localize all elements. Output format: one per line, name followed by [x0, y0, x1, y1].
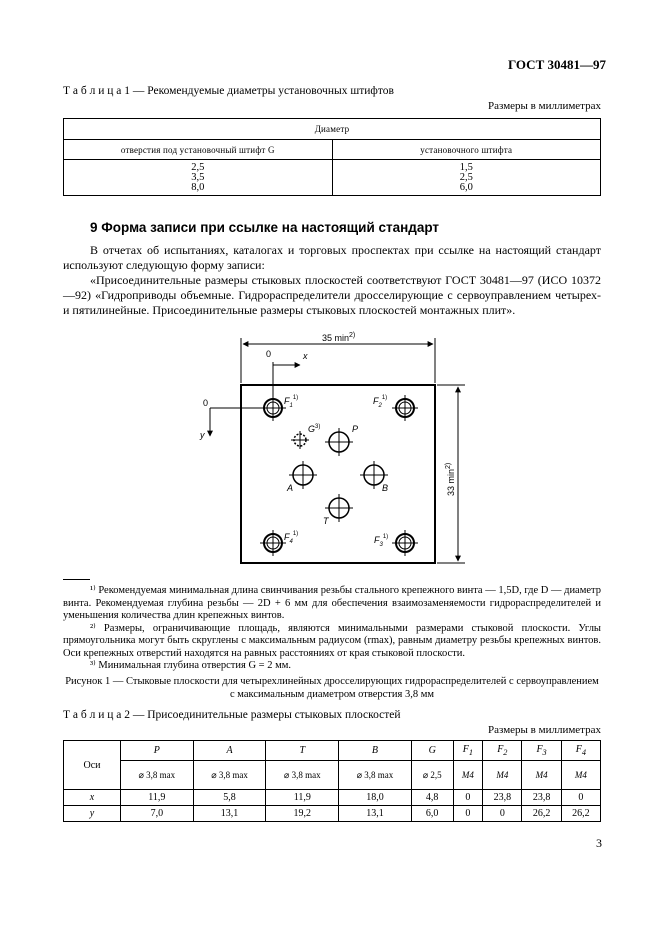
table2-header-T: T — [266, 741, 339, 761]
table2-spec: M4 — [483, 761, 522, 790]
footnote-divider — [63, 579, 90, 580]
table1-col2-values: 1,5 2,5 6,0 — [332, 160, 601, 196]
section-title: 9 Форма записи при ссылке на настоящий стандарт — [90, 220, 440, 235]
paragraph-2: «Присоединительные размеры стыковых плоскостей соответствуют ГОСТ 30481—97 (ИСО 10372—92) «Гидроприводы объемные. Гидрораспределители дросселирующие с сервоуправлением четырех- и пятилинейные. Присоединительные размеры стыковых плоскостей монтажных плит». — [63, 273, 601, 317]
footnote-3: ³⁾ Минимальная глубина отверстия G = 2 мм. — [90, 660, 291, 671]
height-dimension-label: 33 $\min^{2)}$ — [445, 462, 456, 496]
table-cell: 0 — [453, 806, 483, 822]
table2-header-P: P — [121, 741, 194, 761]
table-row — [64, 806, 601, 822]
table-cell: 0 — [561, 790, 600, 806]
table-cell: 26,2 — [522, 806, 561, 822]
table2-spec: ⌀ 3,8 max — [339, 761, 412, 790]
table-cell: 13,1 — [193, 806, 266, 822]
table-cell: 5,8 — [193, 790, 266, 806]
label-F2: $F_2^{1)}$ — [373, 395, 388, 409]
document-code: ГОСТ 30481—97 — [507, 57, 606, 72]
label-T: T — [323, 516, 329, 526]
footnote-1: ¹⁾ Рекомендуемая минимальная длина свинчивания резьбы стального крепежного винта — 1,5D, где D — диаметр винта. Рекомендуемая глубина резьбы — 2D + 6 мм для обеспечения взаимозаменяемости гидрораспределителей и уменьшения количества длин крепежных винтов. — [63, 585, 601, 621]
label-A: A — [287, 483, 294, 493]
table-cell: 13,1 — [339, 806, 412, 822]
hole-F2 — [392, 395, 418, 421]
paragraph-1: В отчетах об испытаниях, каталогах и торговых проспектах при ссылке на настоящий стандарт используют следующую форму записи: — [63, 243, 601, 272]
table-cell: 0 — [483, 806, 522, 822]
hole-F4 — [260, 530, 286, 556]
hole-P — [325, 428, 353, 456]
table2-header-A: A — [193, 741, 266, 761]
hole-F3 — [392, 530, 418, 556]
hole-F1 — [260, 395, 286, 421]
table-cell: 6,0 — [411, 806, 453, 822]
hole-T — [325, 494, 353, 522]
y-axis-label: y — [200, 430, 205, 440]
table2-spec: ⌀ 3,8 max — [121, 761, 194, 790]
table2-caption: Т а б л и ц а 2 — Присоединительные размеры стыковых плоскостей — [63, 709, 401, 721]
label-F3: $F_3^{1)}$ — [374, 534, 389, 548]
table2-axes-header: Оси — [64, 741, 121, 790]
table2-header-F1: $F_1$ — [453, 741, 483, 761]
table2-spec: M4 — [561, 761, 600, 790]
table-cell: 23,8 — [483, 790, 522, 806]
table1-col1-values: 2,5 3,5 8,0 — [64, 160, 333, 196]
table2-spec: M4 — [522, 761, 561, 790]
table2-header-G: G — [411, 741, 453, 761]
hole-G — [291, 431, 309, 449]
table-cell: 11,9 — [121, 790, 194, 806]
table-cell: 19,2 — [266, 806, 339, 822]
origin-x-label: 0 — [265, 349, 271, 359]
hole-A — [289, 461, 317, 489]
table2-spec: ⌀ 3,8 max — [193, 761, 266, 790]
label-G: $G^{3)}$ — [308, 424, 321, 434]
table-row — [64, 790, 601, 806]
x-axis-label: x — [303, 351, 308, 361]
table2-header-F2: $F_2$ — [483, 741, 522, 761]
table2-axis-x: x — [64, 790, 121, 806]
table2-axis-y: y — [64, 806, 121, 822]
figure-caption: Рисунок 1 — Стыковые плоскости для четырехлинейных дросселирующих гидрораспределителей с сервоуправлением с максимальным диаметром отверстия 3,8 мм — [65, 676, 599, 700]
table2-spec: M4 — [453, 761, 483, 790]
table-cell: 23,8 — [522, 790, 561, 806]
footnotes — [63, 585, 601, 673]
table2-header-F4: $F_4$ — [561, 741, 600, 761]
footnote-2: ²⁾ Размеры, ограничивающие площадь, являются минимальными размерами стыковой плоскости. Углы прямоугольника могут быть скруглены с максимальным радиусом (rmax), равным диаметру резьбы крепежных винтов. Оси крепежных отверстий находятся на равных расстояниях от края стыковой плоскости. — [63, 622, 601, 659]
table-cell: 11,9 — [266, 790, 339, 806]
width-dimension-label: 35 $\min^{2)}$ — [322, 332, 356, 343]
table1-col2-header: установочного штифта — [332, 140, 601, 160]
table-cell: 18,0 — [339, 790, 412, 806]
table-cell: 26,2 — [561, 806, 600, 822]
table2-spec: ⌀ 2,5 — [411, 761, 453, 790]
table1-group-header: Диаметр — [64, 119, 601, 140]
table2-spec: ⌀ 3,8 max — [266, 761, 339, 790]
table-cell: 7,0 — [121, 806, 194, 822]
figure-mounting-surface — [190, 328, 480, 573]
table1 — [63, 118, 601, 196]
table1-caption: Т а б л и ц а 1 — Рекомендуемые диаметры установочных штифтов — [63, 85, 394, 97]
table2 — [63, 740, 601, 822]
table2-header-F3: $F_3$ — [522, 741, 561, 761]
table2-header-B: B — [339, 741, 412, 761]
table1-col1-header: отверстия под установочный штифт G — [64, 140, 333, 160]
mounting-surface-outline — [241, 385, 435, 563]
label-P: P — [352, 424, 359, 434]
label-F4: $F_4^{1)}$ — [284, 531, 299, 545]
label-B: B — [382, 483, 389, 493]
table-cell: 4,8 — [411, 790, 453, 806]
table2-units: Размеры в миллиметрах — [488, 724, 601, 736]
page-number: 3 — [596, 836, 602, 850]
origin-y-label: 0 — [203, 398, 209, 408]
table1-units: Размеры в миллиметрах — [488, 100, 601, 112]
body-text — [63, 243, 601, 318]
table-cell: 0 — [453, 790, 483, 806]
label-F1: $F_1^{1)}$ — [284, 395, 299, 409]
